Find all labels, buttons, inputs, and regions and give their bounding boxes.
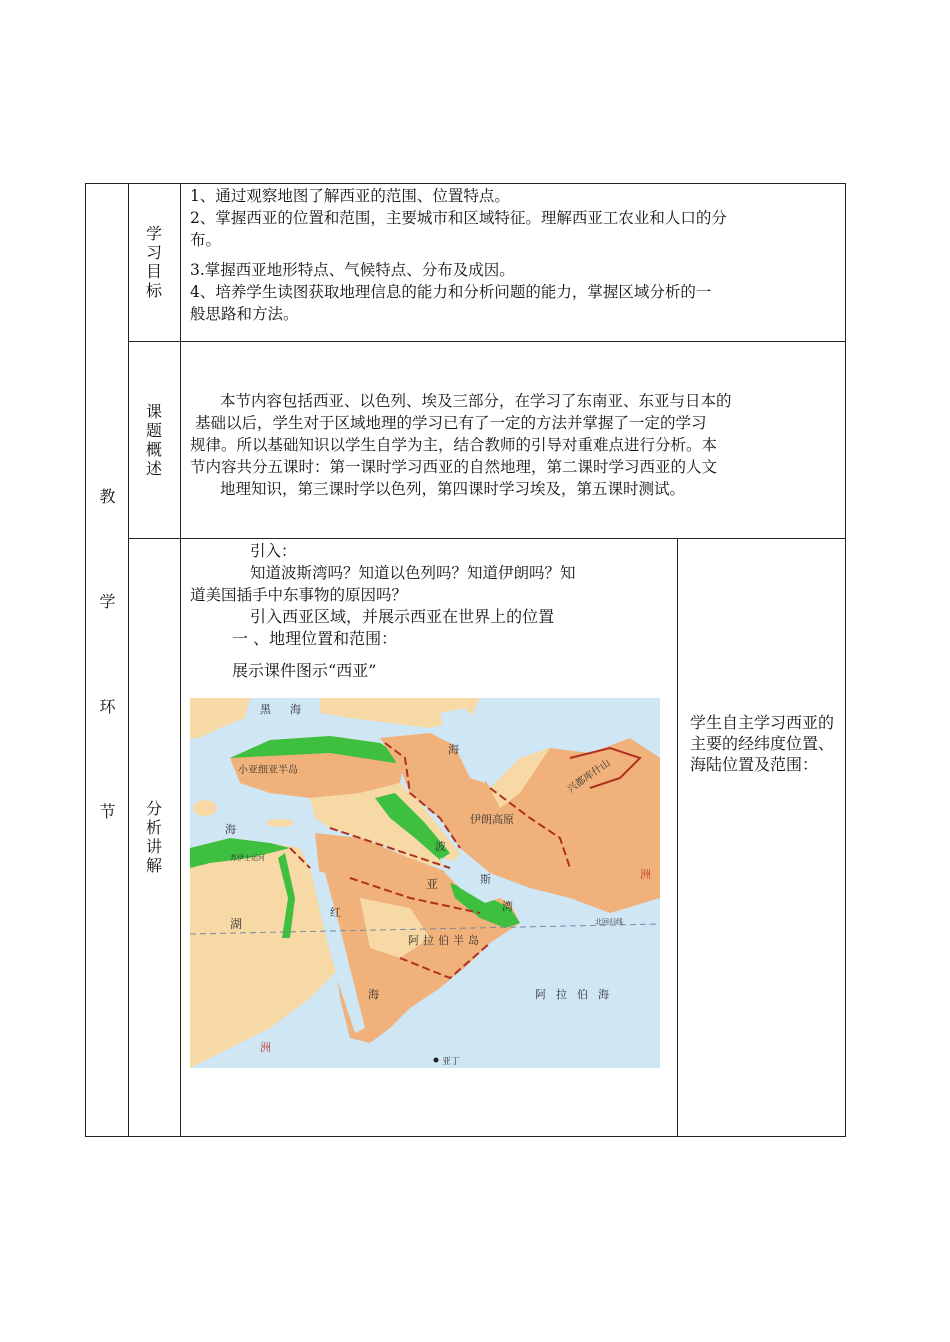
overview-text	[190, 390, 840, 500]
map-label: 斯	[480, 873, 491, 886]
map-label: 小亚细亚半岛	[238, 765, 298, 776]
objective-line: 1、通过观察地图了解西亚的范围、位置特点。	[190, 187, 510, 205]
map-label: 亚	[426, 877, 439, 891]
map-label: 海	[448, 743, 459, 756]
objectives-text	[190, 185, 840, 325]
map-island-cyprus	[266, 819, 294, 827]
objective-line: 布。	[190, 231, 222, 249]
map-label: 海	[368, 988, 379, 1001]
overview-line: 节内容共分五课时：第一课时学习西亚的自然地理，第二课时学习西亚的人文	[190, 458, 718, 476]
overview-line: 规律。所以基础知识以学生自学为主，结合教师的引导对重难点进行分析。本	[190, 436, 718, 454]
column-divider-2	[180, 184, 181, 1136]
section-heading: 一 、地理位置和范围：	[232, 629, 398, 648]
show-quote: “西亚”	[328, 661, 377, 680]
map-label: 湾	[502, 900, 513, 913]
map-label: 红	[330, 906, 341, 919]
column-divider-3	[677, 538, 678, 1136]
overview-line: 本节内容包括西亚、以色列、埃及三部分，在学习了东南亚、东亚与日本的	[220, 392, 732, 410]
map-label: 波	[435, 840, 446, 853]
objective-line: 3.掌握西亚地形特点、气候特点、分布及成因。	[190, 261, 515, 279]
map-label: 亚丁	[442, 1057, 461, 1067]
show-line	[190, 660, 676, 682]
outer-label-char: 学	[99, 592, 116, 611]
lead-west-asia: 西亚	[410, 607, 443, 626]
overview-line: 地理知识，第三课时学以色列，第四课时学习埃及，第五课时测试。	[220, 480, 686, 498]
outer-label-char: 教	[99, 487, 116, 506]
objective-line: 2、掌握西亚的位置和范围，主要城市和区域特征。理解西亚工农业和人口的分	[190, 209, 727, 227]
analysis-label: 分析讲解	[145, 799, 162, 875]
objective-line: 4、培养学生读图获取地理信息的能力和分析问题的能力，掌握区域分析的一	[190, 283, 712, 301]
map-label: 伊朗高原	[470, 813, 514, 826]
analysis-text	[190, 540, 676, 682]
map-label: 湖	[230, 917, 243, 931]
map-label: 黑	[260, 703, 271, 716]
objectives-label: 学习目标	[145, 224, 162, 300]
outer-label-char: 环	[99, 697, 116, 716]
map-label: 阿拉伯海	[535, 988, 619, 1001]
map-island	[193, 800, 217, 816]
row-divider-2	[128, 538, 845, 539]
intro-title: 引入：	[250, 542, 297, 560]
outer-label-char: 节	[99, 802, 116, 821]
student-note: 学生自主学习西亚的主要的经纬度位置、海陆位置及范围：	[690, 713, 835, 774]
lead-line	[190, 606, 676, 628]
intro-line: 道美国插手中东事物的原因吗？	[190, 586, 408, 604]
map-label: 海	[225, 823, 236, 836]
show-prefix: 展示课件图示	[232, 661, 329, 680]
overview-label: 课题概述	[145, 402, 162, 478]
lead-prefix: 引入	[250, 607, 283, 626]
map-label: 洲	[640, 868, 651, 881]
intro-line: 知道波斯湾吗？知道以色列吗？知道伊朗吗？知	[250, 564, 576, 582]
map-label: 北回归线	[595, 918, 623, 926]
map-label: 苏伊士运河	[230, 854, 265, 862]
objective-line: 般思路和方法。	[190, 305, 299, 323]
column-divider-1	[128, 184, 129, 1136]
map-label: 洲	[260, 1041, 271, 1054]
row-divider-1	[128, 341, 845, 342]
west-asia-map	[190, 698, 660, 1068]
map-aden-point	[434, 1058, 439, 1063]
lead-suffix: 在世界上的位置	[442, 607, 555, 626]
map-label: 兴都库什山	[565, 757, 613, 796]
overview-line: 基础以后，学生对于区域地理的学习已有了一定的方法并掌握了一定的学习	[195, 414, 707, 432]
lead-west-asia: 西亚	[282, 607, 315, 626]
map-label: 阿拉伯半岛	[408, 934, 483, 947]
map-label: 海	[290, 703, 301, 716]
lead-mid: 区域，并展示	[314, 607, 411, 626]
